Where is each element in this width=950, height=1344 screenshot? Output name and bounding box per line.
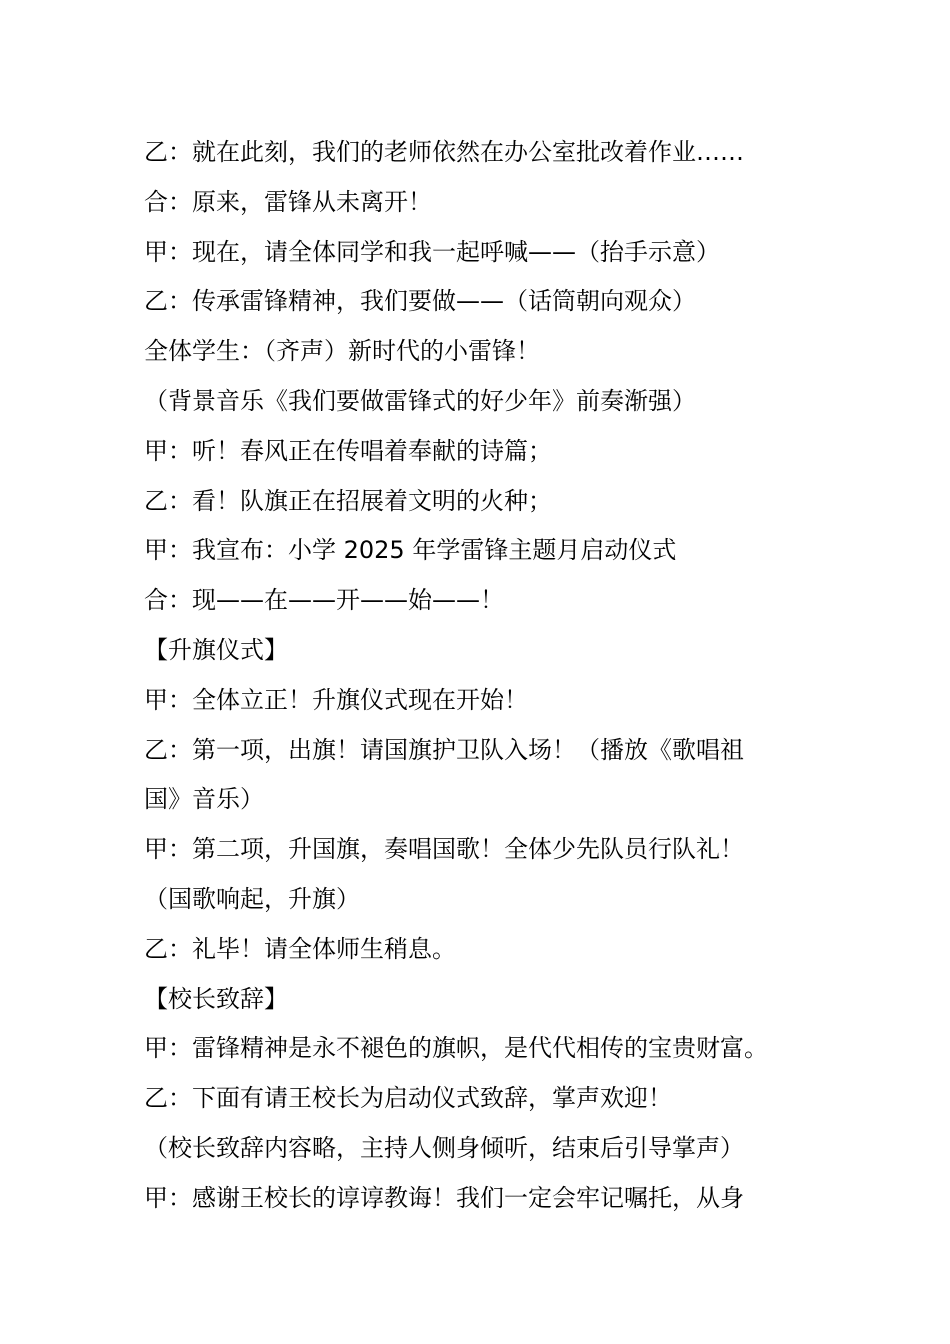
text-line: 甲：感谢王校长的谆谆教诲！我们一定会牢记嘱托，从身 <box>144 1183 744 1212</box>
text-line: （国歌响起，升旗） <box>144 884 360 913</box>
text-line: 乙：下面有请王校长为启动仪式致辞，掌声欢迎！ <box>144 1084 672 1113</box>
text-line: 甲：我宣布：小学 2025 年学雷锋主题月启动仪式 <box>144 536 677 565</box>
text-line: 乙：传承雷锋精神，我们要做——（话筒朝向观众） <box>144 287 696 316</box>
text-line: （背景音乐《我们要做雷锋式的好少年》前奏渐强） <box>144 386 696 415</box>
document-body <box>144 128 814 1224</box>
text-line: 甲：全体立正！升旗仪式现在开始！ <box>144 685 528 714</box>
text-line: 乙：第一项，出旗！请国旗护卫队入场！（播放《歌唱祖 <box>144 735 744 764</box>
text-line: 乙：看！队旗正在招展着文明的火种； <box>144 486 552 515</box>
text-line: 甲：听！春风正在传唱着奉献的诗篇； <box>144 436 552 465</box>
section-heading: 【升旗仪式】 <box>144 635 288 664</box>
text-line: （校长致辞内容略，主持人侧身倾听，结束后引导掌声） <box>144 1133 744 1162</box>
text-line: 全体学生：（齐声）新时代的小雷锋！ <box>144 337 540 366</box>
text-line: 甲：现在，请全体同学和我一起呼喊——（抬手示意） <box>144 237 720 266</box>
section-heading: 【校长致辞】 <box>144 984 288 1013</box>
text-line: 乙：礼毕！请全体师生稍息。 <box>144 934 456 963</box>
text-line: 国》音乐） <box>144 785 264 814</box>
text-line: 合：原来，雷锋从未离开！ <box>144 187 432 216</box>
text-line: 甲：第二项，升国旗，奏唱国歌！全体少先队员行队礼！ <box>144 835 744 864</box>
text-line: 乙：就在此刻，我们的老师依然在办公室批改着作业…… <box>144 138 744 166</box>
text-line: 甲：雷锋精神是永不褪色的旗帜，是代代相传的宝贵财富。 <box>144 1034 768 1063</box>
text-line: 合：现——在——开——始——！ <box>144 586 504 615</box>
